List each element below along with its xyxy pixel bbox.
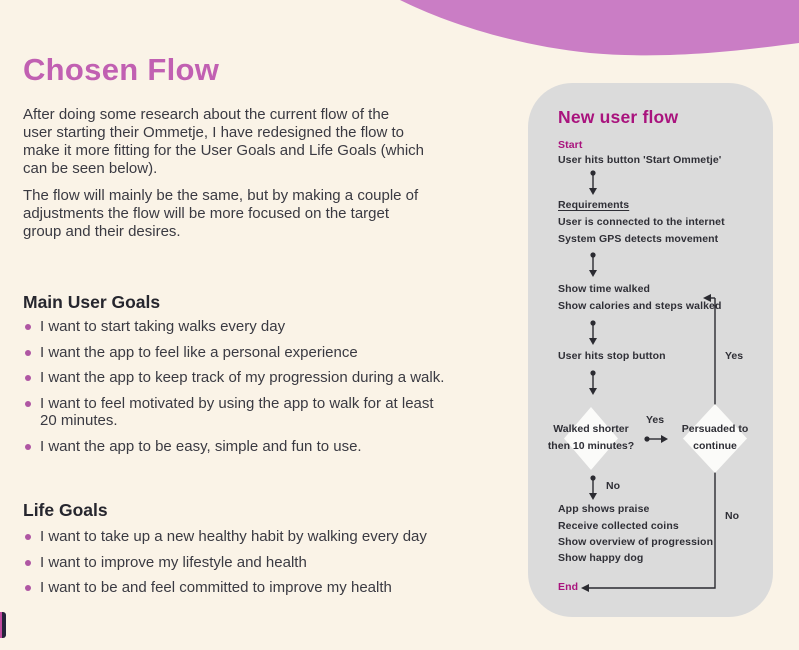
corner-blob-shape: [0, 0, 799, 60]
flow-result-happy-dog: Show happy dog: [558, 552, 644, 564]
bullet-dot: [25, 560, 31, 566]
bullet-dot: [25, 350, 31, 356]
list-item-line: 20 minutes.: [40, 412, 118, 429]
connector-down: [589, 252, 597, 277]
bullet-dot: [25, 444, 31, 450]
decision-line: Walked shorter: [553, 423, 629, 435]
flow-start-label: Start: [558, 139, 583, 151]
list-item-line: I want to feel motivated by using the app to walk for at least: [40, 394, 434, 412]
bullet-dot: [25, 585, 31, 591]
page-edge-marker: [0, 612, 6, 638]
list-item: [23, 579, 473, 597]
bullet-dot: [25, 401, 31, 407]
decision-line: continue: [693, 440, 737, 452]
flow-result-praise: App shows praise: [558, 503, 650, 515]
list-item-line: I want to be and feel committed to improve my health: [40, 579, 392, 596]
connector-down: [589, 370, 597, 395]
intro-paragraph-2: [23, 187, 468, 241]
list-item: [23, 369, 473, 387]
bullet-dot: [25, 375, 31, 381]
list-item-line: I want to start taking walks every day: [40, 318, 286, 335]
branch-label-yes: Yes: [645, 414, 665, 426]
connector-down: [589, 475, 597, 500]
paragraph-line: can be seen below).: [23, 159, 158, 177]
life-goals-list: [23, 528, 473, 605]
list-item: [23, 318, 473, 336]
flow-step-stop-button: User hits stop button: [558, 350, 666, 362]
list-item: [23, 528, 473, 546]
paragraph-line: adjustments the flow will be more focused on the target: [23, 204, 390, 222]
flow-result-coins: Receive collected coins: [558, 520, 679, 532]
list-item: [23, 554, 473, 572]
loop-label-yes: Yes: [725, 350, 744, 362]
user-goals-heading: Main User Goals: [23, 292, 161, 312]
flow-step-show-time: Show time walked: [558, 283, 651, 295]
list-item-line: I want to take up a new healthy habit by walking every day: [40, 528, 427, 545]
paragraph-line: make it more fitting for the User Goals and Life Goals (which: [23, 141, 425, 159]
user-goals-list: [23, 318, 473, 463]
flow-step-show-calories: Show calories and steps walked: [558, 300, 722, 312]
list-item-line: I want to improve my lifestyle and health: [40, 553, 307, 571]
flow-step-start-button: User hits button 'Start Ommetje': [558, 154, 722, 166]
paragraph-line: The flow will mainly be the same, but by making a couple of: [23, 187, 419, 204]
loop-label-no: No: [725, 510, 739, 522]
page-title: Chosen Flow: [23, 52, 220, 87]
bullet-dot: [25, 324, 31, 330]
connector-down: [589, 170, 597, 195]
flow-requirements-heading: Requirements: [558, 199, 630, 211]
life-goals-heading: Life Goals: [23, 500, 108, 520]
flow-end-label: End: [558, 581, 579, 593]
branch-label-no: No: [606, 480, 620, 492]
bullet-dot: [25, 534, 31, 540]
paragraph-line: After doing some research about the current flow of the: [23, 106, 390, 123]
decision-line: Persuaded to: [681, 423, 749, 435]
flow-requirement-gps: System GPS detects movement: [558, 233, 719, 245]
list-item-line: I want the app to be easy, simple and fun to use.: [40, 437, 362, 455]
paragraph-line: user starting their Ommetje, I have redesigned the flow to: [23, 123, 405, 141]
list-item: [23, 344, 473, 362]
paragraph-line: group and their desires.: [23, 222, 181, 240]
decision-short-walk-label: [541, 421, 641, 455]
list-item: [23, 395, 473, 430]
new-user-flow-panel: [528, 83, 773, 617]
intro-paragraph-1: [23, 106, 468, 178]
decision-persuaded-label: [665, 421, 765, 455]
decision-line: then 10 minutes?: [547, 440, 635, 452]
connector-down: [589, 320, 597, 345]
list-item-line: I want the app to keep track of my progression during a walk.: [40, 369, 445, 386]
flow-title: New user flow: [558, 107, 679, 127]
flow-result-progression: Show overview of progression: [558, 536, 714, 548]
list-item-line: I want the app to feel like a personal experience: [40, 343, 358, 361]
list-item: [23, 438, 473, 456]
flow-requirement-internet: User is connected to the internet: [558, 216, 725, 228]
